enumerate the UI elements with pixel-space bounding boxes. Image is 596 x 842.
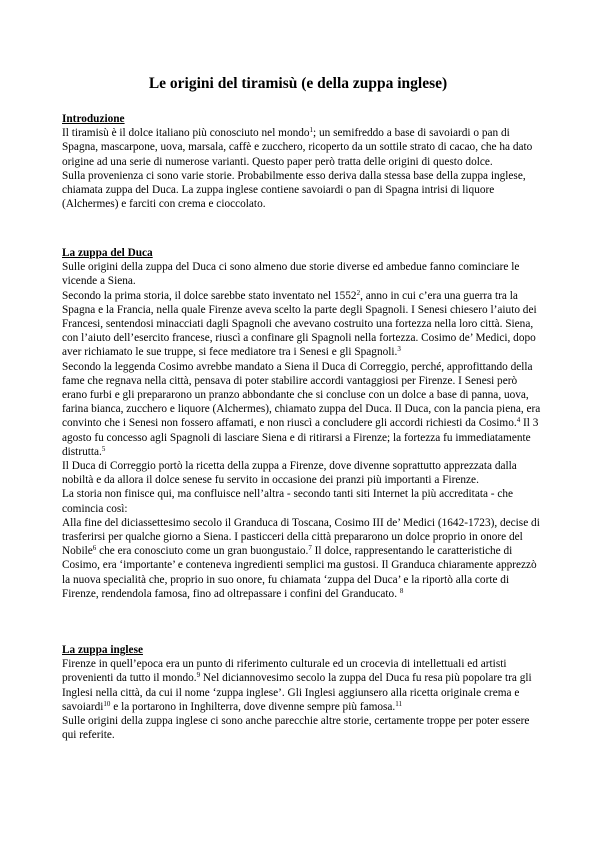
footnote-marker[interactable]: 3 (397, 345, 401, 354)
text-run: Secondo la leggenda Cosimo avrebbe mandato a Siena il Duca di Correggio, perché, approfittando della fame che regnava nella città, pensava di poter stabilire accordi vantaggiosi per Firenze. I Senesi però erano furbi e gli prepararono un pranzo abbondante che si concluse con un dolce a base di panna, uova, farina bianca, zucchero e liquore (Alchermes), chiamato zuppa del Duca. Il Duca, con la pancia piena, era convinto che i Senesi non fossero affamati, e non riuscì a concludere gli accordi richiesti da Cosimo. (62, 360, 541, 430)
paragraph (62, 516, 542, 601)
footnote-marker[interactable]: 10 (103, 699, 111, 708)
section-body (62, 126, 542, 211)
text-run: ; un semifreddo a base di savoiardi o pan di Spagna, mascarpone, uova, marsala, caffè e zucchero, ricoperto da un sottile strato di cacao, che ha dato origine ad una serie di numerose varianti. Questo paper però tratta delle origini di questo dolce. (62, 127, 533, 168)
section-zuppa-inglese (62, 643, 542, 742)
document-title: Le origini del tiramisù (e della zuppa inglese) (148, 75, 448, 92)
section-introduzione (62, 112, 542, 211)
text-run: Nel diciannovesimo secolo la zuppa del Duca fu resa più popolare tra gli Inglesi nella città, da cui il nome ‘zuppa inglese’. Gli Inglesi aggiunsero alla ricetta originale crema e savoiardi (62, 672, 532, 713)
text-run: Il dolce, rappresentando le caratteristiche di Cosimo, era ‘importante’ e conteneva ingredienti semplici ma gustosi. Il Granduca chiaramente apprezzò la nuova specialità che, proprio in suo onore, fu chiamata ‘zuppa del Duca’ e la riportò alla corte di Firenze, rendendola famosa, fino ad oltrepassare i confini del Granducato. (62, 545, 537, 600)
footnote-marker[interactable]: 6 (92, 544, 97, 553)
paragraph (62, 126, 542, 169)
footnote-marker[interactable]: 9 (196, 671, 201, 680)
footnote-marker[interactable]: 8 (399, 586, 404, 595)
paragraph (62, 360, 542, 459)
footnote-marker[interactable]: 11 (395, 699, 403, 708)
section-body (62, 657, 542, 742)
text-run: La storia non finisce qui, ma confluisce nell’altra - secondo tanti siti Internet la più accreditata - che comincia così: (62, 488, 514, 515)
footnote-marker[interactable]: 7 (308, 544, 312, 553)
text-run: Sulle origini della zuppa del Duca ci sono almeno due storie diverse ed ambedue fanno cominciare le vicende a Siena. (62, 261, 520, 288)
paragraph (62, 657, 542, 714)
text-run: , anno in cui c’era una guerra tra la Spagna e la Francia, nella quale Firenze aveva scelto la parte degli Spagnoli. I Senesi chiesero l’aiuto dei Francesi, sentendosi minacciati dagli Spagnoli che avevano costruito una fortezza nella loro città. Siena, con l’aiuto dell’esercito francese, riuscì a confinare gli Spagnoli nella fortezza. Cosimo de’ Medici, dopo aver richiamato le sue truppe, si fece mediatore tra i Senesi e gli Spagnoli. (62, 289, 537, 359)
section-heading: La zuppa inglese (62, 644, 143, 656)
text-run: Sulle origini della zuppa inglese ci sono anche parecchie altre storie, certamente troppe per poter essere qui referite. (62, 715, 530, 742)
text-run: Il tiramisù è il dolce italiano più conosciuto nel mondo (62, 127, 310, 140)
text-run: Secondo la prima storia, il dolce sarebbe stato inventato nel 1552 (62, 289, 357, 302)
text-run: che era conosciuto come un gran buongustaio. (96, 545, 309, 558)
paragraph (62, 714, 542, 742)
text-run: Sulla provenienza ci sono varie storie. Probabilmente esso deriva dalla stessa base della zuppa inglese, chiamata zuppa del Duca. La zuppa inglese contiene savoiardi o pan di Spagna intrisi di liquore (Alchermes) e farciti con crema e cioccolato. (62, 169, 526, 211)
section-zuppa-del-duca (62, 246, 542, 601)
text-run: Firenze in quell’epoca era un punto di riferimento culturale ed un crocevia di intellettuali ed artisti provenienti da tutto il mondo. (62, 658, 507, 685)
paragraph (62, 487, 542, 515)
paragraph (62, 459, 542, 487)
paragraph (62, 169, 542, 212)
section-heading: La zuppa del Duca (62, 247, 153, 259)
text-run: Alla fine del diciassettesimo secolo il Granduca di Toscana, Cosimo III de’ Medici (1642-1723), decise di trasferirsi per qualche giorno a Siena. I pasticceri della città prepararono un dolce proprio in onore del Nobile (62, 516, 540, 558)
footnote-marker[interactable]: 1 (309, 126, 314, 135)
footnote-marker[interactable]: 4 (516, 416, 521, 425)
section-heading: Introduzione (62, 113, 125, 125)
footnote-marker[interactable]: 5 (101, 444, 106, 453)
text-run: Il Duca di Correggio portò la ricetta della zuppa a Firenze, dove divenne soprattutto apprezzata dalla nobiltà e da allora il dolce senese fu servito in occasione dei pranzi più importanti a Firenze. (62, 460, 517, 487)
paragraph (62, 289, 542, 360)
text-run: Il 3 agosto fu concesso agli Spagnoli di lasciare Siena e di ritirarsi a Firenze; la fortezza fu immediatamente distrutta. (62, 417, 539, 458)
paragraph (62, 260, 542, 288)
text-run: e la portarono in Inghilterra, dove divenne sempre più famosa. (110, 700, 396, 713)
section-body (62, 260, 542, 601)
footnote-marker[interactable]: 2 (356, 288, 361, 297)
